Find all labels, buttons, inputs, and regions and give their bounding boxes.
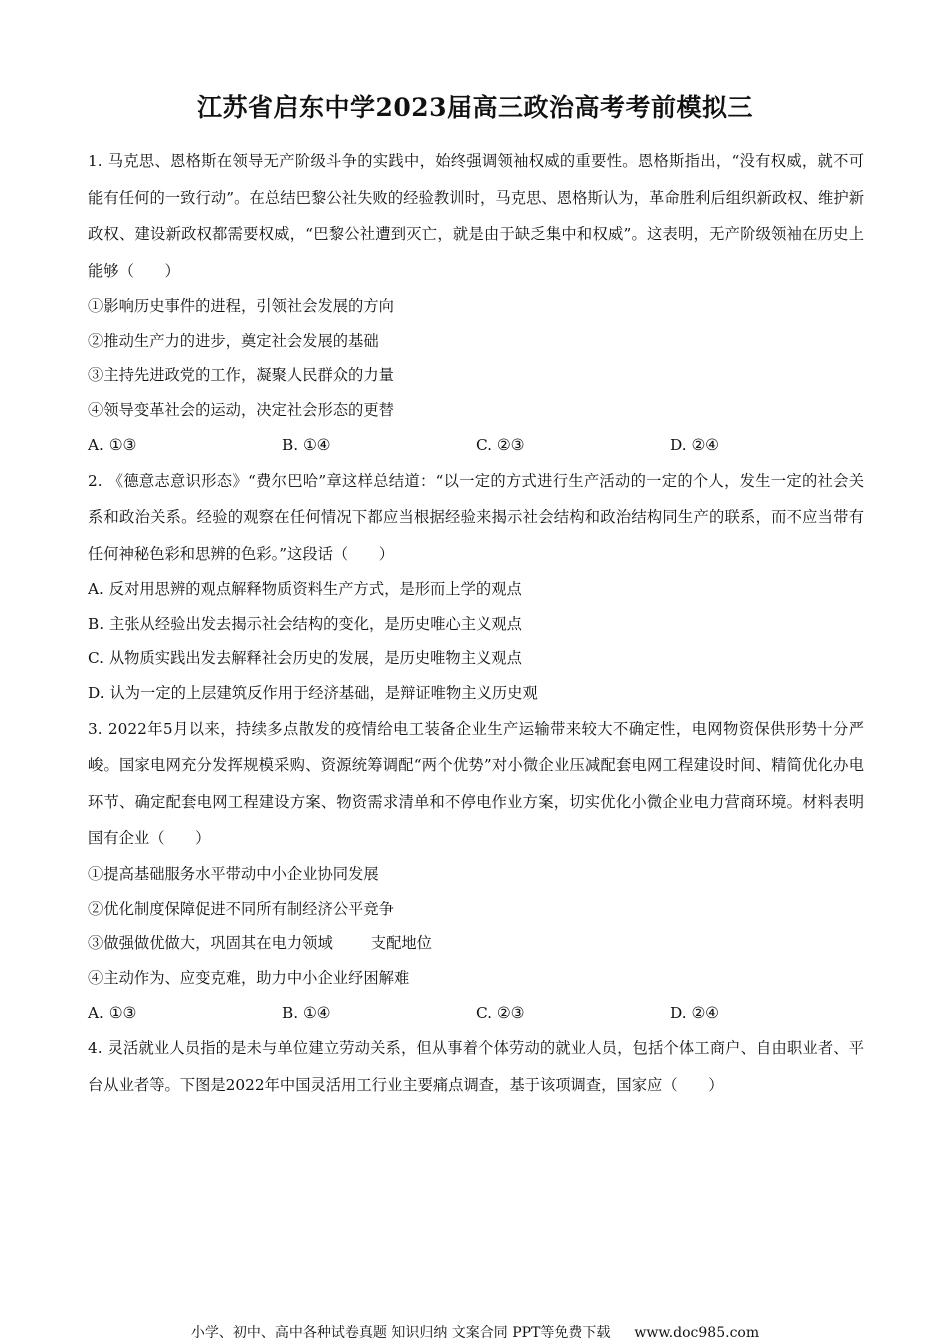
question-2 (88, 463, 864, 711)
question-3 (88, 711, 864, 1031)
question-stem: 3. 2022年5月以来，持续多点散发的疫情给电工装备企业生产运输带来较大不确定性，电网物资保供形势十分严峻。国家电网充分发挥规模采购、资源统筹调配“两个优势”对小微企业压减配套电网工程建设时间、精简优化办电环节、确定配套电网工程建设方案、物资需求清单和不停电作业方案，切实优化小微企业电力营商环境。材料表明国有企业（ ） (88, 719, 864, 848)
statement-item: ②优化制度保障促进不同所有制经济公平竞争 (88, 899, 394, 918)
question-1 (88, 143, 864, 463)
answer-option-a[interactable]: A. ①③ (88, 1003, 137, 1022)
page-title: 江苏省启东中学2023届高三政治高考考前模拟三 (196, 93, 754, 122)
statement-item: ②推动生产力的进步，奠定社会发展的基础 (88, 331, 379, 350)
answer-option-a[interactable]: A. ①③ (88, 435, 137, 454)
answer-choices (88, 428, 864, 463)
statement-item: ③主持先进政党的工作，凝聚人民群众的力量 (88, 366, 394, 385)
question-stem: 2. 《德意志意识形态》“费尔巴哈”章这样总结道：“以一定的方式进行生产活动的一定的个人，发生一定的社会关系和政治关系。经验的观察在任何情况下都应当根据经验来揭示社会结构和政治结构同生产的联系，而不应当带有任何神秘色彩和思辨的色彩。”这段话（ ） (88, 471, 864, 563)
answer-option-d[interactable]: D. ②④ (670, 435, 719, 454)
answer-choices (88, 996, 864, 1031)
statement-item: ①影响历史事件的进程，引领社会发展的方向 (88, 297, 394, 315)
answer-option-b[interactable]: B. ①④ (282, 1003, 331, 1022)
statement-item: ④主动作为、应变克难，助力中小企业纾困解难 (88, 968, 410, 987)
statement-text: 支配地位 (370, 934, 432, 953)
statement-item: ①提高基础服务水平带动中小企业协同发展 (88, 864, 379, 883)
answer-option-d[interactable]: D. ②④ (670, 1003, 719, 1022)
question-list (88, 143, 864, 1103)
answer-option-a[interactable]: A. 反对用思辨的观点解释物质资料生产方式，是形而上学的观点 (88, 580, 522, 598)
answer-option-c[interactable]: C. ②③ (476, 1003, 525, 1022)
page-footer (0, 1322, 950, 1342)
footer-text: 小学、初中、高中各种试卷真题 知识归纳 文案合同 PPT等免费下载 (190, 1325, 611, 1341)
answer-option-b[interactable]: B. ①④ (282, 435, 331, 454)
answer-option-c[interactable]: C. ②③ (476, 435, 525, 454)
question-stem: 1. 马克思、恩格斯在领导无产阶级斗争的实践中，始终强调领袖权威的重要性。恩格斯指出，“没有权威，就不可能有任何的一致行动”。在总结巴黎公社失败的经验教训时，马克思、恩格斯认为，革命胜利后组织新政权、维护新政权、建设新政权都需要权威，“巴黎公社遭到灭亡，就是由于缺乏集中和权威”。这表明，无产阶级领袖在历史上能够（ ） (88, 152, 864, 280)
answer-option-d[interactable]: D. 认为一定的上层建筑反作用于经济基础，是辩证唯物主义历史观 (88, 684, 538, 703)
answer-option-b[interactable]: B. 主张从经验出发去揭示社会结构的变化，是历史唯心主义观点 (88, 614, 522, 633)
statement-item: ④领导变革社会的运动，决定社会形态的更替 (88, 401, 394, 420)
statement-item (88, 926, 864, 961)
question-4 (88, 1030, 864, 1103)
footer-url[interactable]: www.doc985.com (634, 1325, 760, 1341)
answer-option-c[interactable]: C. 从物质实践出发去解释社会历史的发展，是历史唯物主义观点 (88, 649, 522, 668)
question-stem: 4. 灵活就业人员指的是未与单位建立劳动关系，但从事着个体劳动的就业人员，包括个体工商户、自由职业者、平台从业者等。下图是2022年中国灵活用工行业主要痛点调查，基于该项调查，国家应（ ） (88, 1039, 864, 1094)
statement-text: ③做强做优做大，巩固其在电力领域 (88, 934, 333, 953)
